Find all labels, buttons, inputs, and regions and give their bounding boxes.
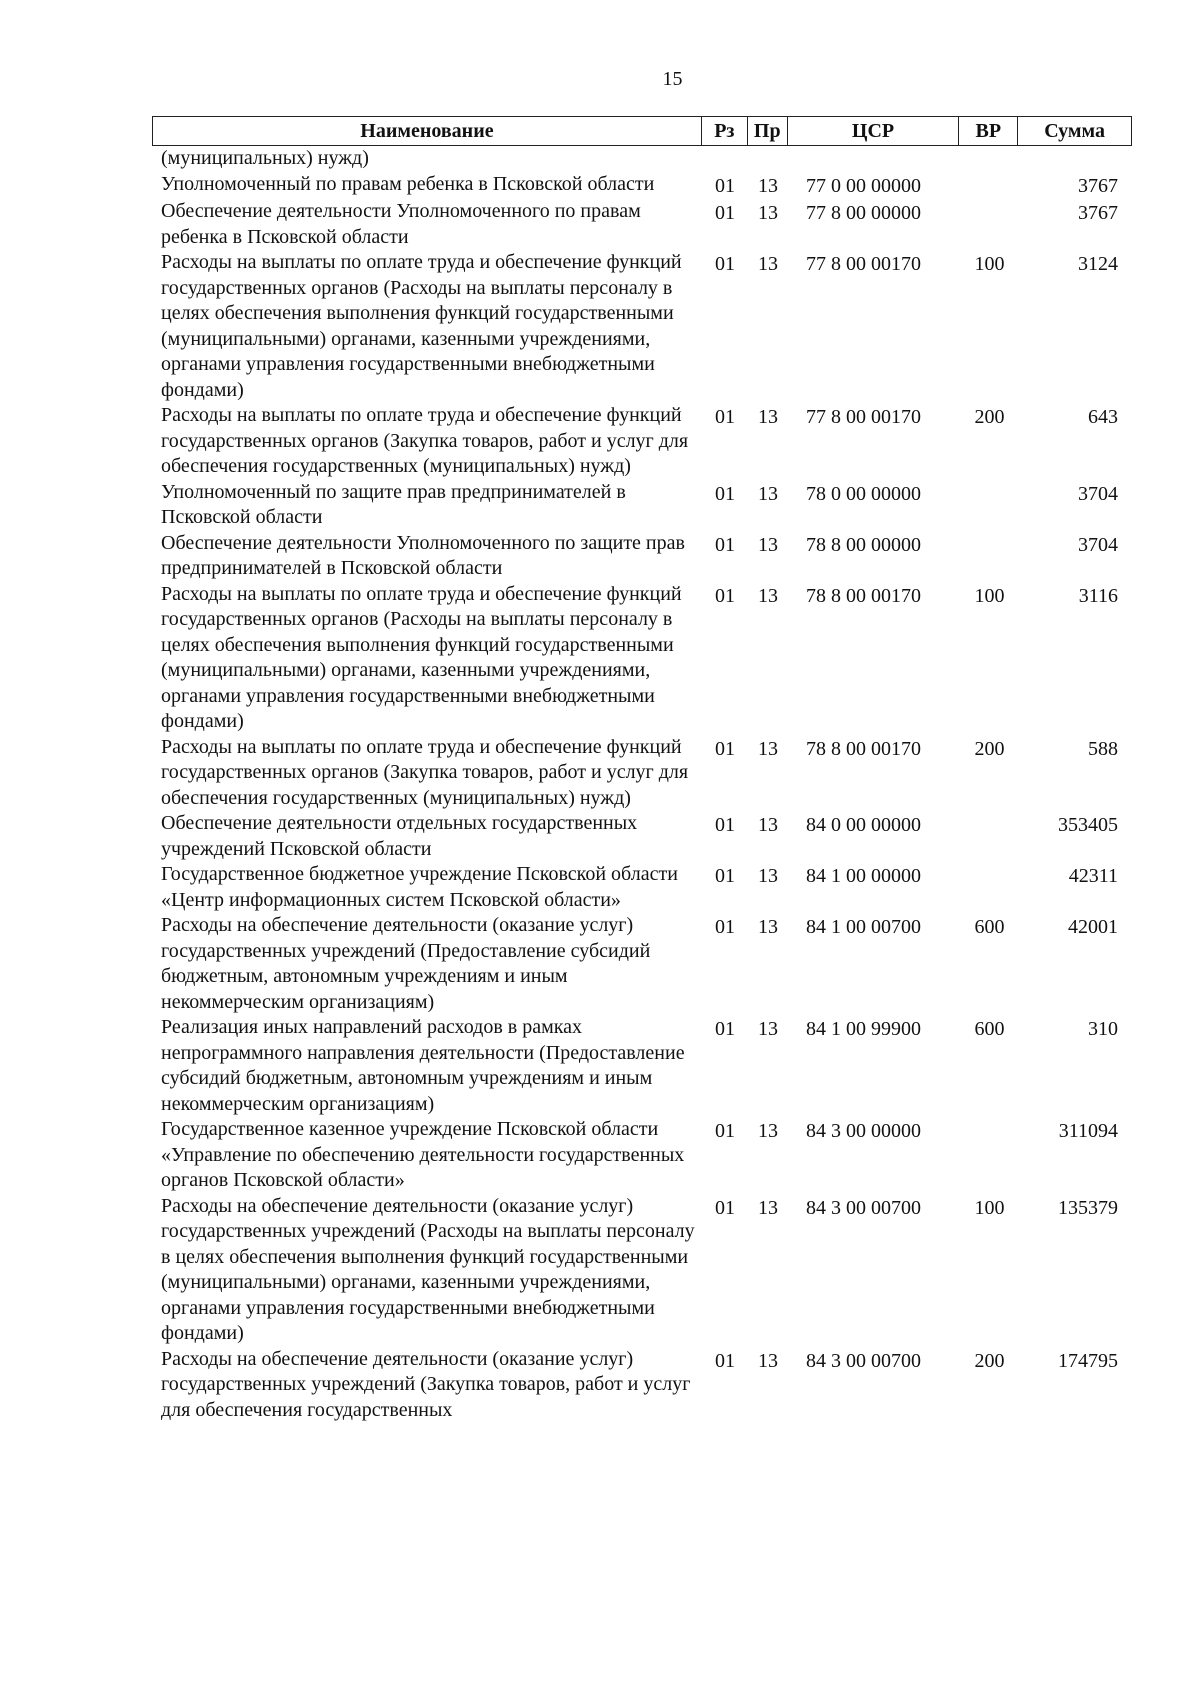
table-row	[152, 403, 1132, 480]
cell-pr: 13	[758, 174, 778, 197]
table-row	[152, 582, 1132, 735]
cell-sum: 174795	[1058, 1349, 1118, 1372]
cell-csr: 84 0 00 00000	[806, 814, 921, 836]
table-row	[152, 1117, 1132, 1194]
cell-pr: 13	[758, 482, 778, 505]
table-row	[152, 913, 1132, 1015]
cell-name: (муниципальных) нужд)	[161, 147, 369, 169]
cell-vr	[960, 199, 1019, 201]
cell-sum: 42311	[1068, 865, 1118, 887]
cell-csr: 78 8 00 00000	[806, 533, 921, 556]
cell-vr: 200	[974, 737, 1005, 760]
cell-name: Государственное бюджетное учреждение Псковской области «Центр информационных систем Псковской области»	[161, 863, 678, 911]
table-body	[152, 146, 1132, 1423]
cell-rz: 01	[715, 202, 735, 224]
cell-sum: 643	[1088, 406, 1118, 428]
cell-sum: 3116	[1078, 584, 1118, 607]
cell-vr	[960, 146, 1019, 148]
page-number: 15	[662, 68, 683, 90]
table-row	[152, 199, 1132, 250]
cell-rz: 01	[715, 253, 735, 275]
cell-pr: 13	[758, 253, 778, 275]
cell-name: Расходы на выплаты по оплате труда и обеспечение функций государственных органов (Закупка товаров, работ и услуг для обеспечения государственных (муниципальных) нужд)	[161, 404, 689, 477]
cell-vr: 100	[974, 1196, 1005, 1219]
cell-pr	[748, 146, 788, 148]
cell-pr: 13	[758, 916, 778, 938]
cell-sum: 42001	[1068, 916, 1118, 938]
cell-rz: 01	[715, 814, 735, 836]
cell-csr: 78 8 00 00170	[806, 737, 921, 760]
header-name: Наименование	[153, 117, 702, 145]
table-row	[152, 1347, 1132, 1424]
cell-rz: 01	[715, 533, 735, 556]
cell-pr: 13	[758, 737, 778, 760]
cell-rz: 01	[715, 865, 735, 887]
table-row	[152, 735, 1132, 812]
table-row	[152, 480, 1132, 531]
cell-rz: 01	[715, 1018, 735, 1040]
cell-pr: 13	[758, 406, 778, 428]
cell-sum: 588	[1088, 737, 1118, 760]
cell-csr: 77 8 00 00170	[806, 406, 921, 428]
cell-rz: 01	[715, 482, 735, 505]
cell-rz: 01	[715, 916, 735, 938]
cell-csr: 84 3 00 00000	[806, 1120, 921, 1142]
header-vr: ВР	[959, 117, 1018, 145]
cell-name: Расходы на выплаты по оплате труда и обеспечение функций государственных органов (Закупка товаров, работ и услуг для обеспечения государственных (муниципальных) нужд)	[161, 735, 689, 809]
header-pr: Пр	[748, 117, 788, 145]
table-row	[152, 811, 1132, 862]
cell-csr: 84 3 00 00700	[806, 1349, 921, 1372]
cell-name: Расходы на обеспечение деятельности (оказание услуг) государственных учреждений (Расходы на выплаты персоналу в целях обеспечения выполнения функций государственными (муниципальными) органами, казенными учреждениями, органами управления государственными внебюджетными фондами)	[161, 1194, 695, 1344]
cell-csr: 84 1 00 99900	[806, 1018, 921, 1040]
cell-sum: 3704	[1078, 482, 1118, 505]
cell-name: Государственное казенное учреждение Псковской области «Управление по обеспечению деятельности государственных органов Псковской области»	[161, 1118, 685, 1191]
cell-sum	[1019, 146, 1132, 148]
table-row	[152, 146, 1132, 172]
cell-csr	[788, 146, 960, 148]
cell-csr: 78 8 00 00170	[806, 584, 921, 607]
cell-pr: 13	[758, 1018, 778, 1040]
cell-name: Расходы на выплаты по оплате труда и обеспечение функций государственных органов (Расходы на выплаты персоналу в целях обеспечения выполнения функций государственными (муниципальными) органами, казенными учреждениями, органами управления государственными внебюджетными фондами)	[161, 582, 682, 732]
cell-sum: 135379	[1058, 1196, 1118, 1219]
cell-rz: 01	[715, 737, 735, 760]
cell-sum: 3704	[1078, 533, 1118, 556]
cell-vr: 600	[974, 1018, 1005, 1040]
cell-sum: 3767	[1078, 202, 1118, 224]
cell-sum: 3767	[1078, 174, 1118, 197]
cell-pr: 13	[758, 814, 778, 836]
cell-vr	[960, 480, 1019, 482]
cell-sum: 353405	[1058, 814, 1118, 836]
budget-table	[152, 116, 1132, 1423]
table-header	[152, 116, 1132, 146]
cell-name: Обеспечение деятельности отдельных государственных учреждений Псковской области	[161, 812, 638, 860]
cell-pr: 13	[758, 1196, 778, 1219]
cell-name: Расходы на выплаты по оплате труда и обеспечение функций государственных органов (Расходы на выплаты персоналу в целях обеспечения выполнения функций государственными (муниципальными) органами, казенными учреждениями, органами управления государственными внебюджетными фондами)	[161, 251, 682, 401]
header-rz: Рз	[702, 117, 748, 145]
cell-rz: 01	[715, 406, 735, 428]
table-row	[152, 862, 1132, 913]
cell-pr: 13	[758, 1349, 778, 1372]
cell-pr: 13	[758, 865, 778, 887]
cell-vr	[960, 172, 1019, 174]
cell-rz: 01	[715, 1349, 735, 1372]
cell-vr	[960, 1117, 1019, 1119]
cell-vr: 200	[974, 1349, 1005, 1372]
cell-vr: 200	[974, 406, 1005, 428]
cell-name: Расходы на обеспечение деятельности (оказание услуг) государственных учреждений (Закупка товаров, работ и услуг для обеспечения государственных	[161, 1347, 691, 1421]
cell-name: Расходы на обеспечение деятельности (оказание услуг) государственных учреждений (Предоставление субсидий бюджетным, автономным учреждениям и иным некоммерческим организациям)	[161, 914, 651, 1013]
table-row	[152, 250, 1132, 403]
cell-rz: 01	[715, 174, 735, 197]
cell-pr: 13	[758, 533, 778, 556]
cell-pr: 13	[758, 584, 778, 607]
cell-csr: 84 1 00 00700	[806, 916, 921, 938]
cell-csr: 84 1 00 00000	[806, 865, 921, 887]
cell-name: Уполномоченный по правам ребенка в Псковской области	[161, 172, 655, 195]
cell-csr: 77 0 00 00000	[806, 174, 921, 197]
cell-name: Обеспечение деятельности Уполномоченного по правам ребенка в Псковской области	[161, 200, 641, 248]
cell-csr: 77 8 00 00000	[806, 202, 921, 224]
cell-rz	[702, 146, 748, 148]
table-row	[152, 1194, 1132, 1347]
cell-pr: 13	[758, 202, 778, 224]
cell-csr: 84 3 00 00700	[806, 1196, 921, 1219]
cell-sum: 311094	[1058, 1120, 1118, 1142]
cell-name: Уполномоченный по защите прав предпринимателей в Псковской области	[161, 480, 626, 528]
cell-rz: 01	[715, 1120, 735, 1142]
cell-csr: 77 8 00 00170	[806, 253, 921, 275]
cell-rz: 01	[715, 1196, 735, 1219]
table-row	[152, 531, 1132, 582]
header-csr: ЦСР	[788, 117, 960, 145]
table-row	[152, 172, 1132, 200]
cell-vr	[960, 862, 1019, 864]
cell-rz: 01	[715, 584, 735, 607]
cell-name: Реализация иных направлений расходов в рамках непрограммного направления деятельности (Предоставление субсидий бюджетным, автономным учреждениям и иным некоммерческим организациям)	[161, 1016, 685, 1115]
header-sum: Сумма	[1044, 119, 1106, 142]
cell-name: Обеспечение деятельности Уполномоченного по защите прав предпринимателей в Псковской области	[161, 531, 685, 579]
cell-vr: 100	[974, 584, 1005, 607]
cell-sum: 310	[1088, 1018, 1118, 1040]
cell-pr: 13	[758, 1120, 778, 1142]
cell-csr: 78 0 00 00000	[806, 482, 921, 505]
cell-vr: 100	[974, 253, 1005, 275]
table-row	[152, 1015, 1132, 1117]
cell-vr	[960, 811, 1019, 813]
cell-sum: 3124	[1078, 253, 1118, 275]
cell-vr	[960, 531, 1019, 533]
cell-vr: 600	[974, 916, 1005, 938]
